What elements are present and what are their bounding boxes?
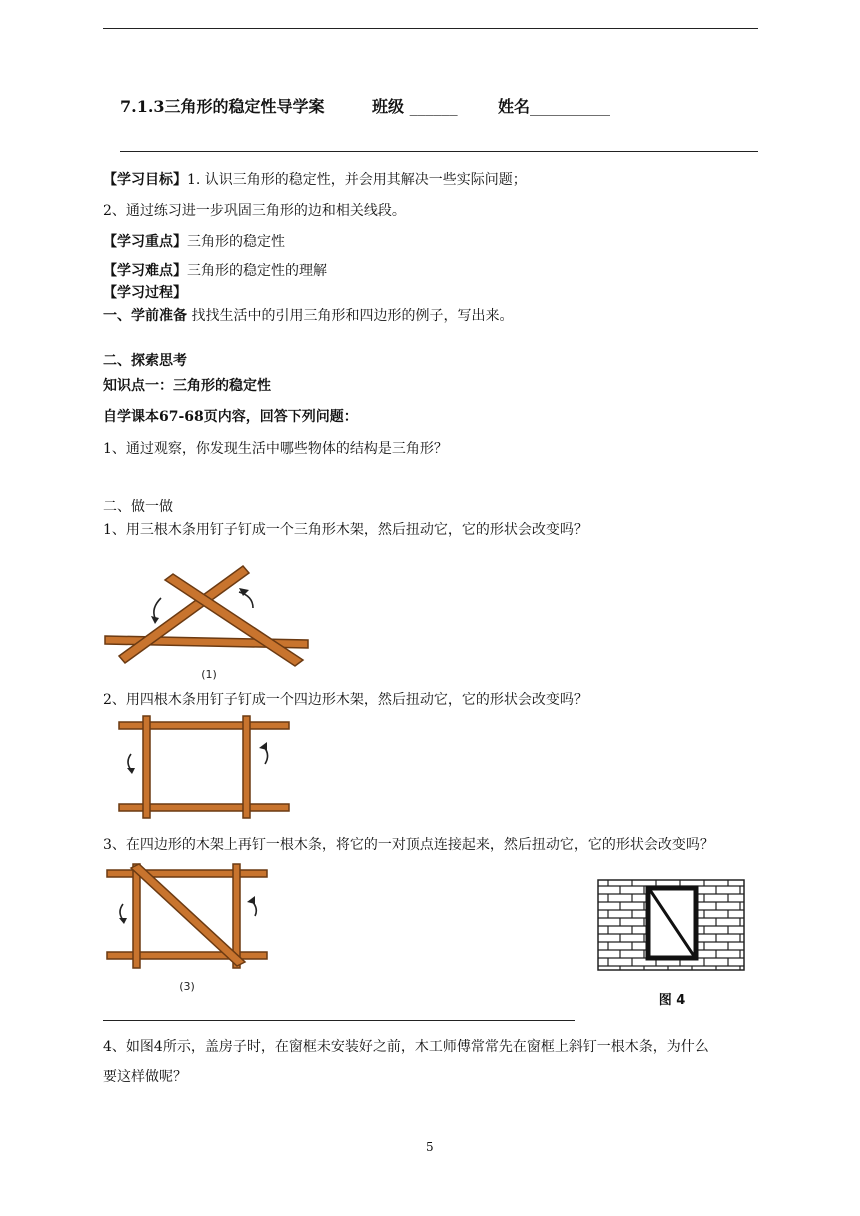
arrow-head-left-icon <box>127 768 135 774</box>
self-study: 自学课本67-68页内容，回答下列问题： <box>103 409 358 425</box>
section-rule <box>103 1020 575 1021</box>
do-q3: 3、在四边形的木架上再钉一根木条，将它的一对顶点连接起来，然后扭动它，它的形状会改变吗？ <box>103 837 714 853</box>
braced-frame-figure <box>103 862 273 996</box>
name-field <box>498 94 610 117</box>
difficulty <box>103 261 327 281</box>
knowledge-point: 知识点一：三角形的稳定性 <box>103 378 271 394</box>
do-q2: 2、用四根木条用钉子钉成一个四边形木架，然后扭动它，它的形状会改变吗？ <box>103 692 588 708</box>
wood-stick-diagonal <box>131 864 245 966</box>
arrow-head-right-icon <box>247 896 255 904</box>
rotate-left-arrow-icon <box>120 904 123 920</box>
fig3-caption: (3) <box>179 980 195 993</box>
rotate-left-arrow-icon <box>128 754 131 770</box>
prep-label: 一、学前准备 <box>103 308 187 324</box>
wood-stick-top <box>107 870 267 877</box>
arrow-head-left-icon <box>151 616 159 624</box>
goals-line2: 2、通过练习进一步巩固三角形的边和相关线段。 <box>103 203 406 219</box>
key-point-label: 【学习重点】 <box>103 234 187 250</box>
explore-heading: 二、探索思考 <box>103 353 187 369</box>
do-heading: 二、做一做 <box>103 499 173 515</box>
name-label: 姓名 <box>498 97 531 116</box>
difficulty-text: 三角形的稳定性的理解 <box>187 263 327 279</box>
fig4-caption: 图 4 <box>658 993 686 1008</box>
difficulty-label: 【学习难点】 <box>103 263 187 279</box>
wood-stick-right <box>165 574 303 666</box>
process-label: 【学习过程】 <box>103 285 187 301</box>
key-point-text: 三角形的稳定性 <box>187 234 285 250</box>
wood-stick-left-vertical <box>143 716 150 818</box>
rotate-right-arrow-icon <box>239 592 253 608</box>
page-number: 5 <box>426 1140 434 1154</box>
arrow-head-left-icon <box>119 918 127 924</box>
do-q4-line2: 要这样做呢？ <box>103 1069 187 1085</box>
do-q1: 1、用三根木条用钉子钉成一个三角形木架，然后扭动它，它的形状会改变吗？ <box>103 522 588 538</box>
top-rule <box>103 28 758 29</box>
prep-text: 找找生活中的引用三角形和四边形的例子，写出来。 <box>191 308 514 324</box>
do-q4-line1: 4、如图4所示，盖房子时，在窗框未安装好之前，木工师傅常常先在窗框上斜钉一根木条，为什么 <box>103 1039 709 1055</box>
name-blank: __________ <box>530 97 611 116</box>
goals-text1: 1. 认识三角形的稳定性，并会用其解决一些实际问题； <box>187 172 527 188</box>
goals-line1 <box>103 170 527 190</box>
title-rule <box>120 151 758 152</box>
class-field <box>372 94 458 117</box>
class-blank: ______ <box>409 97 458 116</box>
arrow-head-right-icon <box>259 742 267 750</box>
key-point <box>103 232 285 252</box>
goals-label: 【学习目标】 <box>103 172 187 188</box>
brick-wall-window-figure <box>596 878 748 1008</box>
prep-line <box>103 306 513 326</box>
wood-stick-bottom <box>107 952 267 959</box>
quadrilateral-frame-figure <box>103 712 303 820</box>
triangle-frame-figure <box>103 556 318 682</box>
title-text: 7.1.3三角形的稳定性导学案 <box>120 97 325 116</box>
wood-stick-left-vertical <box>133 864 140 968</box>
explore-q1: 1、通过观察，你发现生活中哪些物体的结构是三角形？ <box>103 441 448 457</box>
class-label: 班级 <box>372 97 405 116</box>
wood-stick-right-vertical <box>243 716 250 818</box>
document-title <box>120 94 325 117</box>
fig1-caption: (1) <box>201 668 217 681</box>
rotate-left-arrow-icon <box>154 598 161 618</box>
